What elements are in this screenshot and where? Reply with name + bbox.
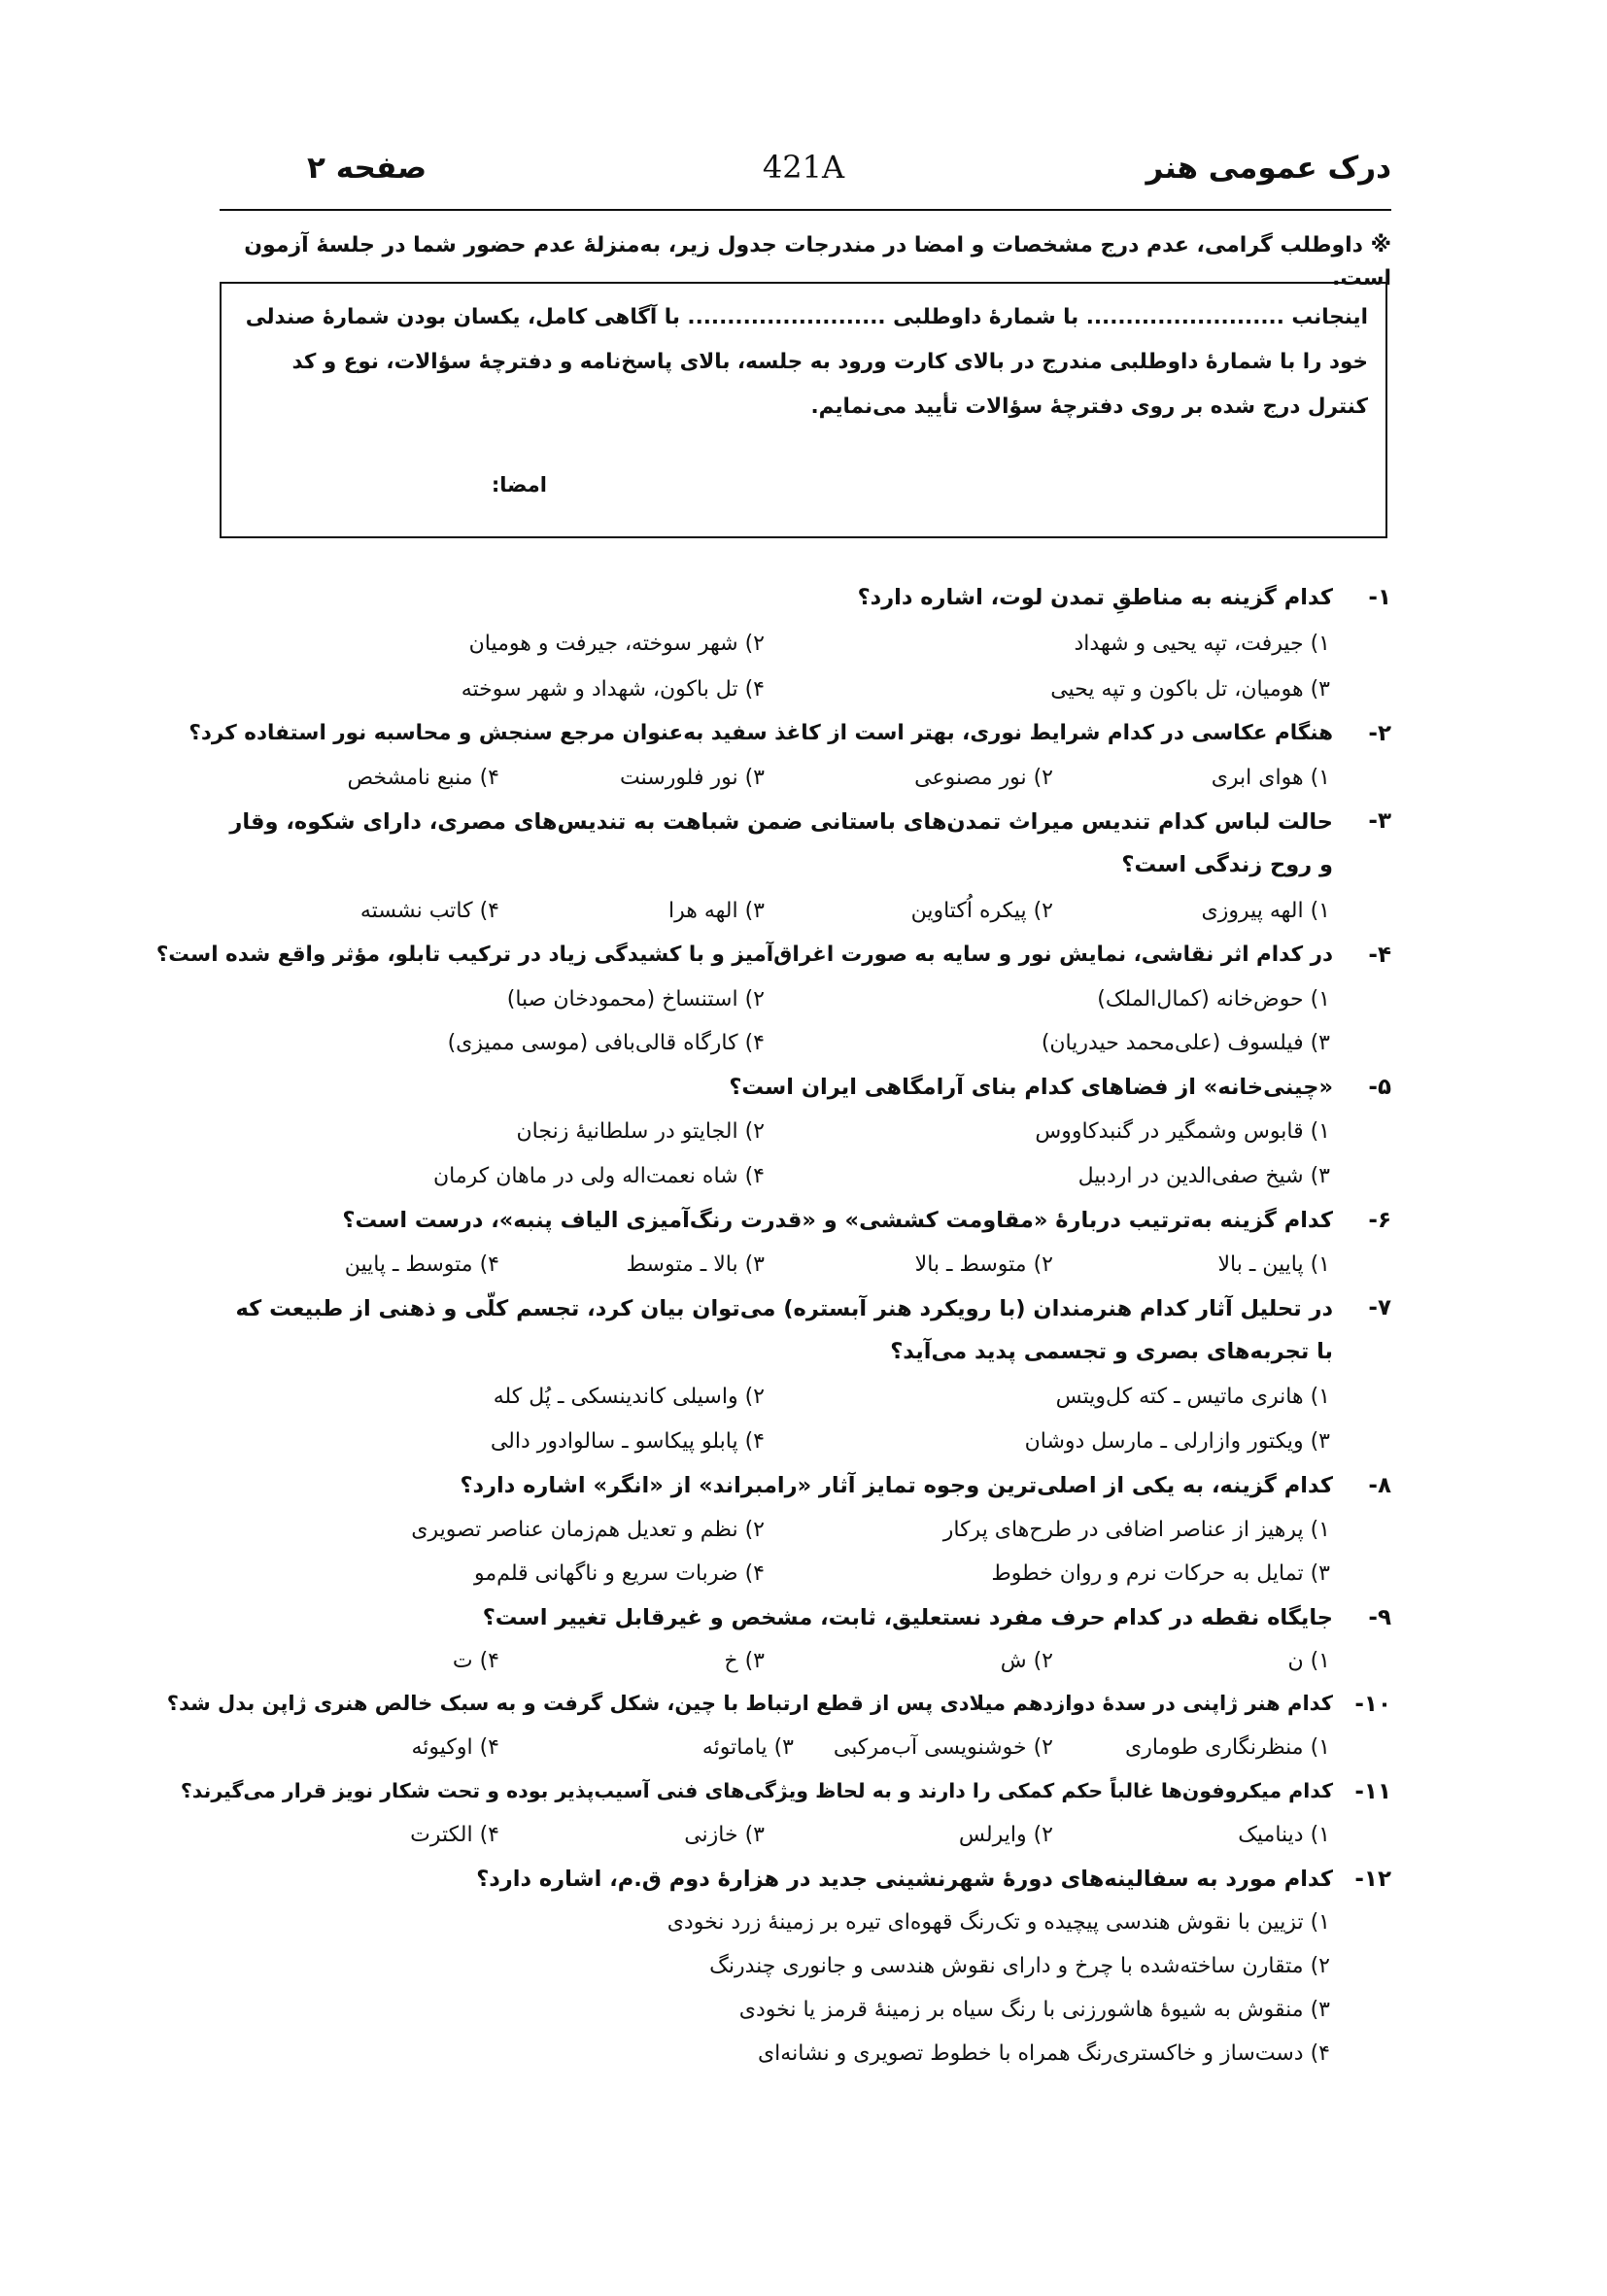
candidate-notice: ※ داوطلب گرامی، عدم درج مشخصات و امضا در مندرجات جدول زیر، به‌منزلهٔ عدم حضور شما در جلسهٔ آزمون است. (244, 233, 1391, 291)
option-1: ۱) هوای ابری (1211, 766, 1330, 790)
question-9 (0, 1605, 1607, 1648)
question-number: ۲- (1368, 721, 1391, 746)
declaration-text: اینجانب ......................... با شمارهٔ داوطلبی ......................... با آگاهی کامل، یکسان بودن شمارهٔ صندلی خود را با شمارهٔ داوطلبی مندرج در بالای کارت ورود به جلسه، بالای پاسخ‌نامه و دفترچهٔ سؤالات، نوع و کد کنترل درج شده بر روی دفترچهٔ سؤالات تأیید می‌نمایم. (245, 305, 1368, 419)
option-1: ۱) تزیین با نقوش هندسی پیچیده و تک‌رنگ قهوه‌ای تیره بر زمینهٔ زرد نخودی (667, 1910, 1330, 1935)
header-page-number: صفحه ۲ (307, 151, 427, 186)
option-3: ۳) یاماتوئه (701, 1735, 794, 1760)
question-text: در کدام اثر نقاشی، نمایش نور و سایه به صورت اغراق‌آمیز و با کشیدگی زیاد در ترکیب تابلو، مؤثر واقع شده است؟ (155, 942, 1333, 967)
question-text: کدام هنر ژاپنی در سدهٔ دوازدهم میلادی پس از قطع ارتباط با چین، شکل گرفت و به سبک خالص هنری ژاپن بدل شد؟ (166, 1692, 1333, 1715)
option-3: ۳) تمایل به حرکات نرم و روان خطوط (991, 1561, 1330, 1586)
option-3: ۳) الهه هرا (667, 899, 765, 923)
option-1: ۱) ن (1287, 1649, 1330, 1673)
option-1: ۱) دینامیک (1238, 1823, 1330, 1847)
option-3: ۳) نور فلورسنت (620, 766, 765, 790)
question-8 (0, 1473, 1607, 1516)
question-text: در تحلیل آثار کدام هنرمندان (با رویکرد هنر آبستره) می‌توان بیان کرد، تجسم کلّی و ذهنی از طبیعت که با تجربه‌های بصری و تجسمی پدید می‌آید؟ (235, 1296, 1333, 1364)
option-4: ۴) کارگاه قالی‌بافی (موسی ممیزی) (447, 1031, 765, 1055)
question-6 (0, 1208, 1607, 1251)
option-3: ۳) بالا ـ متوسط (626, 1252, 765, 1277)
question-1 (0, 585, 1607, 628)
question-11 (0, 1779, 1607, 1822)
option-2: ۲) واسیلی کاندینسکی ـ پُل کله (493, 1385, 765, 1409)
question-2 (0, 721, 1607, 764)
option-1: ۱) قابوس وشمگیر در گنبدکاووس (1035, 1119, 1330, 1144)
option-4: ۴) الکترت (410, 1823, 499, 1847)
option-2: ۲) وایرلس (958, 1823, 1053, 1847)
question-text: جایگاه نقطه در کدام حرف مفرد نستعلیق، ثابت، مشخص و غیرقابل تغییر است؟ (482, 1605, 1333, 1630)
question-number: ۶- (1368, 1208, 1391, 1233)
option-2: ۲) نور مصنوعی (914, 766, 1053, 790)
question-number: ۴- (1368, 942, 1391, 968)
question-number: ۳- (1368, 808, 1391, 834)
declaration-box (220, 282, 1387, 538)
option-2: ۲) خوشنویسی آب‌مرکبی (833, 1735, 1053, 1760)
option-2: ۲) استنساخ (محمودخان صبا) (506, 987, 765, 1011)
option-3: ۳) ویکتور وازارلی ـ مارسل دوشان (1024, 1429, 1330, 1454)
option-3: ۳) خ (724, 1649, 765, 1673)
option-4: ۴) متوسط ـ پایین (344, 1252, 499, 1277)
question-number: ۸- (1368, 1473, 1391, 1498)
option-2: ۲) پیکره اُکتاوین (910, 899, 1053, 923)
signature-label: امضا: (491, 473, 547, 497)
option-2: ۲) الجایتو در سلطانیهٔ زنجان (516, 1119, 765, 1144)
question-3 (0, 808, 1607, 896)
option-4: ۴) پابلو پیکاسو ـ سالوادور دالی (490, 1429, 765, 1454)
option-1: ۱) الهه پیروزی (1201, 899, 1330, 923)
option-2: ۲) شهر سوخته، جیرفت و هومیان (468, 632, 765, 656)
option-1: ۱) منظرنگاری طوماری (1124, 1735, 1330, 1760)
option-2: ۲) نظم و تعدیل هم‌زمان عناصر تصویری (411, 1518, 765, 1542)
option-4: ۴) ضربات سریع و ناگهانی قلم‌مو (474, 1561, 765, 1586)
question-text: هنگام عکاسی در کدام شرایط نوری، بهتر است از کاغذ سفید به‌عنوان مرجع سنجش و محاسبه نور استفاده کرد؟ (188, 721, 1333, 745)
question-number: ۱- (1368, 585, 1391, 610)
question-text: کدام گزینه به مناطقِ تمدن لوت، اشاره دارد؟ (857, 585, 1333, 610)
question-text: کدام گزینه به‌ترتیب دربارهٔ «مقاومت کششی» و «قدرت رنگ‌آمیزی الیاف پنبه»، درست است؟ (342, 1208, 1333, 1233)
question-number: ۱۲- (1354, 1867, 1391, 1892)
question-text: حالت لباس کدام تندیس میراث تمدن‌های باستانی ضمن شباهت به تندیس‌های مصری، دارای شکوه، وقار و روح زندگی است؟ (229, 809, 1333, 877)
option-1: ۱) پایین ـ بالا (1217, 1252, 1330, 1277)
option-1: ۱) حوض‌خانه (کمال‌الملک) (1097, 987, 1330, 1011)
question-text: کدام مورد به سفالینه‌های دورهٔ شهرنشینی جدید در هزارهٔ دوم ق.م، اشاره دارد؟ (476, 1867, 1333, 1892)
header-subject: درک عمومی هنر (1145, 151, 1391, 186)
option-1: ۱) هانری ماتیس ـ کته کل‌ویتس (1055, 1385, 1330, 1409)
question-4 (0, 942, 1607, 985)
option-3: ۳) خازنی (684, 1823, 765, 1847)
question-number: ۵- (1368, 1075, 1391, 1100)
question-number: ۱۰- (1354, 1692, 1391, 1717)
option-1: ۱) جیرفت، تپه یحیی و شهداد (1074, 632, 1330, 656)
option-2: ۲) متقارن ساخته‌شده با چرخ و دارای نقوش هندسی و جانوری چندرنگ (709, 1954, 1330, 1978)
option-3: ۳) هومیان، تل باکون و تپه یحیی (1050, 677, 1330, 702)
option-3: ۳) فیلسوف (علی‌محمد حیدریان) (1041, 1031, 1330, 1055)
question-number: ۱۱- (1354, 1779, 1391, 1804)
question-text: کدام گزینه، به یکی از اصلی‌ترین وجوه تمایز آثار «رامبراند» از «انگر» اشاره دارد؟ (460, 1473, 1333, 1498)
header-divider (220, 209, 1391, 211)
option-3: ۳) شیخ صفی‌الدین در اردبیل (1077, 1164, 1330, 1188)
option-1: ۱) پرهیز از عناصر اضافی در طرح‌های پرکار (942, 1518, 1330, 1542)
question-number: ۹- (1368, 1605, 1391, 1630)
option-4: ۴) دست‌ساز و خاکستری‌رنگ همراه با خطوط تصویری و نشانه‌ای (757, 2041, 1330, 2066)
option-2: ۲) متوسط ـ بالا (914, 1252, 1053, 1277)
question-number: ۷- (1368, 1295, 1391, 1320)
option-4: ۴) کاتب نشسته (359, 899, 499, 923)
option-4: ۴) شاه نعمت‌اله ولی در ماهان کرمان (433, 1164, 765, 1188)
question-12 (0, 1867, 1607, 1909)
option-4: ۴) منبع نامشخص (347, 766, 499, 790)
question-text: «چینی‌خانه» از فضاهای کدام بنای آرامگاهی ایران است؟ (729, 1075, 1333, 1100)
question-5 (0, 1075, 1607, 1117)
option-2: ۲) ش (1000, 1649, 1053, 1673)
header-exam-code: 421A (762, 149, 845, 186)
question-10 (0, 1692, 1607, 1734)
option-4: ۴) اوکیوئه (411, 1735, 499, 1760)
option-4: ۴) تل باکون، شهداد و شهر سوخته (461, 677, 765, 702)
question-text: کدام میکروفون‌ها غالباً حکم کمکی را دارند و به لحاظ ویژگی‌های فنی آسیب‌پذیر بوده و تحت شکار نویز قرار می‌گیرند؟ (180, 1779, 1333, 1802)
question-7 (0, 1295, 1607, 1383)
option-3: ۳) منقوش به شیوهٔ هاشورزنی با رنگ سیاه بر زمینهٔ قرمز یا نخودی (738, 1998, 1330, 2022)
option-4: ۴) ت (452, 1649, 499, 1673)
